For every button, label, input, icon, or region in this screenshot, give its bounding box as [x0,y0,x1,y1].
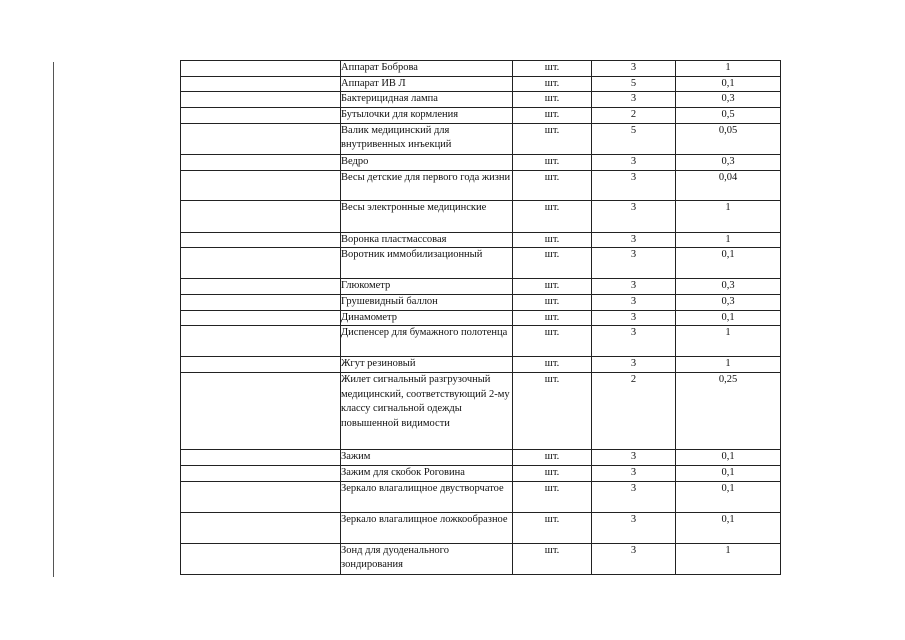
equipment-name-cell: Зажим для скобок Роговина [341,466,513,482]
unit-cell: шт. [513,108,592,124]
unit-cell: шт. [513,466,592,482]
equipment-name-cell: Диспенсер для бумажного полотенца [341,326,513,357]
quantity-cell: 3 [592,543,676,574]
unit-cell: шт. [513,543,592,574]
table-row [181,170,781,200]
quantity-cell: 5 [592,123,676,154]
row-blank-cell [181,200,341,232]
unit-cell: шт. [513,450,592,466]
equipment-name-cell: Зонд для дуоденального зондирования [341,543,513,574]
table-row [181,200,781,232]
unit-cell: шт. [513,326,592,357]
equipment-name-cell: Ведро [341,154,513,170]
unit-cell: шт. [513,310,592,326]
unit-cell: шт. [513,357,592,373]
norm-cell: 0,3 [676,154,781,170]
row-blank-cell [181,248,341,279]
unit-cell: шт. [513,294,592,310]
unit-cell: шт. [513,92,592,108]
equipment-table-body [181,61,781,575]
equipment-name-cell: Весы электронные медицинские [341,200,513,232]
quantity-cell: 3 [592,357,676,373]
norm-cell: 1 [676,200,781,232]
row-blank-cell [181,450,341,466]
norm-cell: 1 [676,357,781,373]
norm-cell: 0,1 [676,248,781,279]
norm-cell: 0,1 [676,310,781,326]
quantity-cell: 3 [592,279,676,295]
row-blank-cell [181,310,341,326]
row-blank-cell [181,326,341,357]
equipment-name-cell: Бактерицидная лампа [341,92,513,108]
unit-cell: шт. [513,279,592,295]
table-row [181,326,781,357]
unit-cell: шт. [513,61,592,77]
unit-cell: шт. [513,248,592,279]
row-blank-cell [181,76,341,92]
equipment-name-cell: Бутылочки для кормления [341,108,513,124]
norm-cell: 0,3 [676,92,781,108]
row-blank-cell [181,92,341,108]
table-row [181,76,781,92]
table-row [181,294,781,310]
equipment-name-cell: Грушевидный баллон [341,294,513,310]
quantity-cell: 3 [592,326,676,357]
norm-cell: 0,1 [676,466,781,482]
table-row [181,154,781,170]
quantity-cell: 3 [592,466,676,482]
norm-cell: 0,5 [676,108,781,124]
equipment-name-cell: Воронка пластмассовая [341,232,513,248]
unit-cell: шт. [513,154,592,170]
quantity-cell: 2 [592,108,676,124]
table-row [181,61,781,77]
quantity-cell: 3 [592,232,676,248]
table-row [181,92,781,108]
norm-cell: 0,25 [676,373,781,450]
equipment-name-cell: Глюкометр [341,279,513,295]
quantity-cell: 3 [592,310,676,326]
equipment-name-cell: Динамометр [341,310,513,326]
unit-cell: шт. [513,512,592,543]
quantity-cell: 3 [592,61,676,77]
unit-cell: шт. [513,232,592,248]
table-row [181,248,781,279]
unit-cell: шт. [513,76,592,92]
norm-cell: 1 [676,326,781,357]
row-blank-cell [181,481,341,512]
row-blank-cell [181,123,341,154]
quantity-cell: 3 [592,92,676,108]
norm-cell: 0,3 [676,279,781,295]
quantity-cell: 3 [592,481,676,512]
quantity-cell: 3 [592,248,676,279]
table-row [181,481,781,512]
row-blank-cell [181,512,341,543]
equipment-name-cell: Зеркало влагалищное ложкообразное [341,512,513,543]
quantity-cell: 2 [592,373,676,450]
equipment-table [180,60,781,575]
norm-cell: 0,05 [676,123,781,154]
row-blank-cell [181,373,341,450]
unit-cell: шт. [513,123,592,154]
quantity-cell: 3 [592,450,676,466]
row-blank-cell [181,466,341,482]
equipment-name-cell: Зеркало влагалищное двустворчатое [341,481,513,512]
row-blank-cell [181,154,341,170]
equipment-name-cell: Воротник иммобилизационный [341,248,513,279]
row-blank-cell [181,108,341,124]
equipment-name-cell: Аппарат ИВ Л [341,76,513,92]
unit-cell: шт. [513,373,592,450]
quantity-cell: 3 [592,294,676,310]
row-blank-cell [181,357,341,373]
norm-cell: 1 [676,61,781,77]
norm-cell: 0,1 [676,481,781,512]
quantity-cell: 3 [592,200,676,232]
row-blank-cell [181,294,341,310]
page-margin-rule [53,62,54,577]
unit-cell: шт. [513,481,592,512]
unit-cell: шт. [513,200,592,232]
table-row [181,108,781,124]
table-row [181,279,781,295]
row-blank-cell [181,543,341,574]
table-row [181,450,781,466]
equipment-name-cell: Жилет сигнальный разгрузочный медицинский, соответствующий 2-му классу сигнальной одежды повышенной видимости [341,373,513,450]
norm-cell: 0,3 [676,294,781,310]
quantity-cell: 5 [592,76,676,92]
quantity-cell: 3 [592,154,676,170]
equipment-name-cell: Аппарат Боброва [341,61,513,77]
table-row [181,232,781,248]
unit-cell: шт. [513,170,592,200]
equipment-name-cell: Жгут резиновый [341,357,513,373]
row-blank-cell [181,232,341,248]
quantity-cell: 3 [592,512,676,543]
norm-cell: 0,1 [676,76,781,92]
row-blank-cell [181,170,341,200]
equipment-name-cell: Валик медицинский для внутривенных инъекций [341,123,513,154]
norm-cell: 1 [676,543,781,574]
table-row [181,373,781,450]
row-blank-cell [181,61,341,77]
table-row [181,123,781,154]
table-row [181,543,781,574]
quantity-cell: 3 [592,170,676,200]
table-row [181,310,781,326]
equipment-name-cell: Весы детские для первого года жизни [341,170,513,200]
equipment-name-cell: Зажим [341,450,513,466]
row-blank-cell [181,279,341,295]
table-row [181,357,781,373]
norm-cell: 0,1 [676,450,781,466]
norm-cell: 1 [676,232,781,248]
norm-cell: 0,1 [676,512,781,543]
norm-cell: 0,04 [676,170,781,200]
table-row [181,466,781,482]
table-row [181,512,781,543]
